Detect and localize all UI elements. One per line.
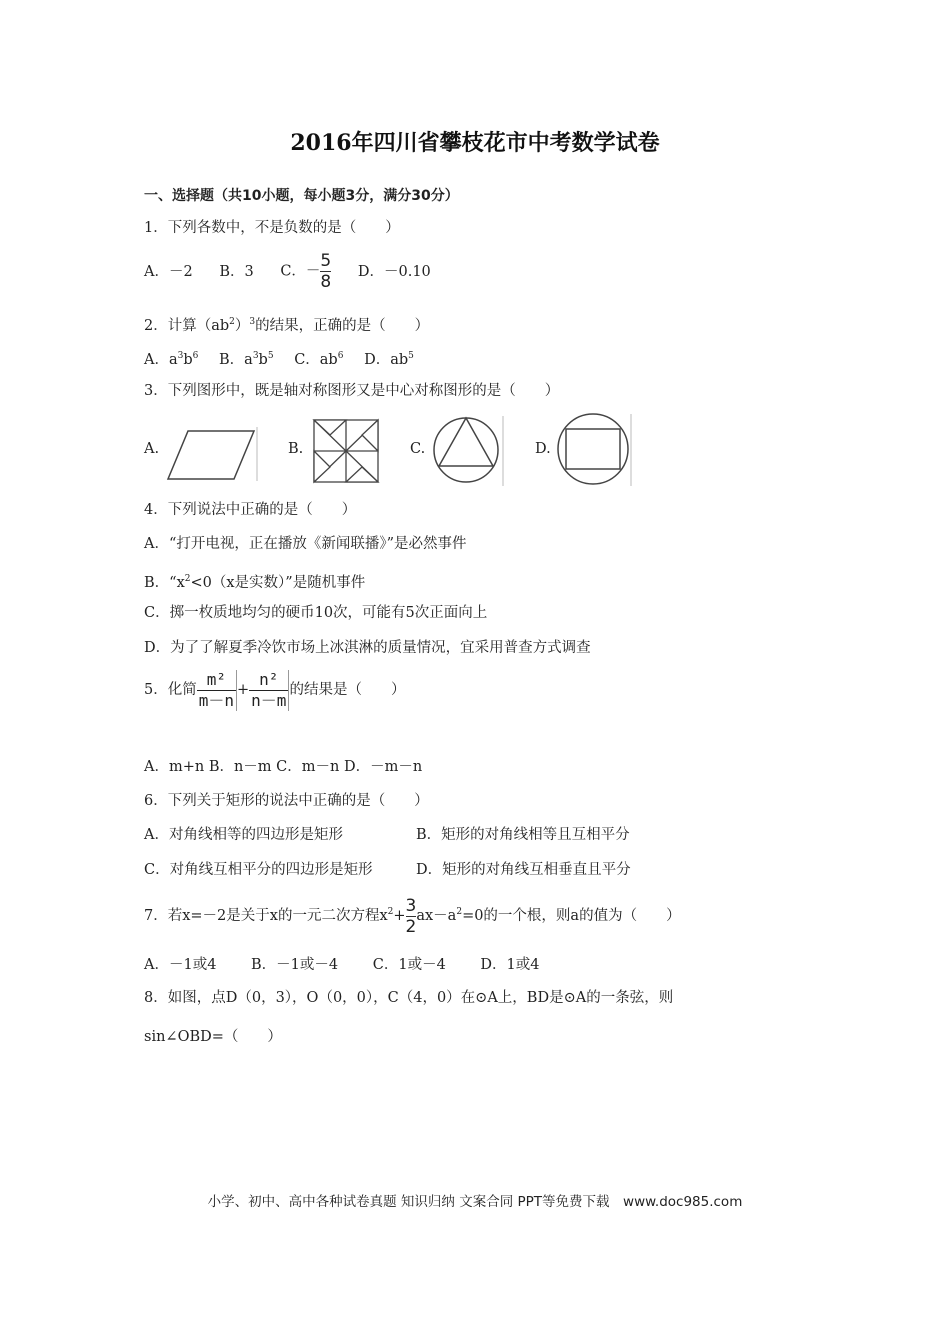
question-3-stem: 3．下列图形中，既是轴对称图形又是中心对称图形的是（ ） [144,383,560,399]
q6-option-b: B．矩形的对角线相等且互相平分 [416,827,630,843]
fraction-numerator: 5 [320,251,332,271]
q4-option-a: A．“打开电视，正在播放《新闻联播》”是必然事件 [144,536,467,552]
question-6-options-cd [144,860,631,880]
q5-prefix: 5．化简 [144,682,197,698]
q5-plus: + [237,682,250,698]
section-heading: 一、选择题（共10小题，每小题3分，满分30分） [144,188,459,204]
q2-option-b: B．$a^3b^5$ [219,351,274,368]
q7-fraction: $\frac{3}{2}$ [405,895,417,937]
q5-suffix: 的结果是（ ） [289,682,406,698]
q4-option-b: B．“$x^2<0(x$是实数）”是随机事件 [144,574,366,591]
footer-text: 小学、初中、高中各种试卷真题 知识归纳 文案合同 PPT等免费下载 www.doc985.com [207,1194,743,1210]
q1-option-a: A．－2 [144,263,193,280]
question-6-stem: 6．下列关于矩形的说法中正确的是（ ） [144,793,429,809]
question-1-stem: 1．下列各数中，不是负数的是（ ） [144,220,400,236]
parallelogram-figure [164,425,260,481]
q6-option-a: A．对角线相等的四边形是矩形 [144,827,343,843]
q2-stem-pre: 2．计算（ab [144,318,230,334]
q7-option-a: A．－1或4 [144,957,217,973]
q6-option-c: C．对角线互相平分的四边形是矩形 [144,862,373,878]
q3-label-a: A. [144,441,160,457]
q3-label-d: D. [535,441,551,457]
q7-option-b: B．－1或－4 [251,957,339,973]
page-title: 2016年四川省攀枝花市中考数学试卷 [290,130,660,156]
q5-fraction-1: $\frac{\text{m²}}{m-n}$ [197,670,237,711]
question-2-options [144,346,436,370]
pinwheel-figure [310,418,382,484]
q2-option-d: D．$ab^5$ [364,351,414,368]
q7-option-d: D．1或4 [480,957,540,973]
q1-option-c-prefix: C．－ [280,263,321,280]
question-5-stem [144,668,405,712]
question-7-stem: 7．若x=－2是关于x的一元二次方程$x^2+$ $\frac{3}{2}$ $ax-a^2=0$的一个根，则a的值为（ ） [144,895,681,937]
question-6-options-ab [144,825,630,845]
question-8-line-2: sin∠OBD=（ ） [144,1029,282,1045]
question-4-stem: 4．下列说法中正确的是（ ） [144,502,357,518]
q2-sup1: 2 [229,317,235,327]
q3-label-c: C. [410,441,426,457]
q4-option-c: C．掷一枚质地均匀的硬币10次，可能有5次正面向上 [144,605,488,621]
q5-fraction-2: $\frac{\text{n²}}{n-m}$ [249,670,289,711]
question-7-options [144,955,561,975]
q2-option-c: C．$ab^6$ [294,351,344,368]
q2-stem-mid: ） [234,318,250,334]
question-2-stem [144,312,429,336]
q1-fraction [320,252,331,291]
q1-option-b: B．3 [219,263,254,280]
question-1-options [144,252,453,291]
circle-rectangle-figure [556,410,634,488]
fraction-denominator: 8 [320,272,332,292]
q1-option-d: D．－0.10 [357,263,431,280]
q6-option-d: D．矩形的对角线互相垂直且平分 [416,862,631,878]
question-8-line-1: 8．如图，点D（0，3），O（0，0），C（4，0）在⊙A上，BD是⊙A的一条弦，则 [144,990,674,1006]
q2-option-a: A．$a^3b^6$ [144,351,199,368]
q3-label-b: B. [288,441,304,457]
q2-sup2: 3 [249,317,256,327]
q7-option-c: C．1或－4 [372,957,446,973]
q4-option-d: D．为了了解夏季冷饮市场上冰淇淋的质量情况，宜采用普查方式调查 [144,640,591,656]
q2-stem-post: 的结果，正确的是（ ） [255,318,430,334]
question-5-options: A．m+n B．n－m C．m－n D．－m－n [144,759,423,775]
circle-triangle-figure [430,412,506,488]
q1-option-c [280,252,331,291]
